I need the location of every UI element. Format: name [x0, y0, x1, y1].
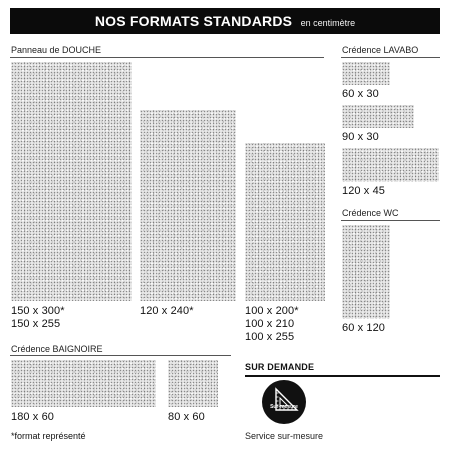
service-sur-mesure-label: Service sur-mesure [245, 431, 324, 441]
size-label-baignoire-2: 80 x 60 [168, 411, 205, 423]
tile-baignoire-180x60 [11, 360, 156, 407]
tile-baignoire-80x60 [168, 360, 218, 407]
tile-lavabo-60x30 [342, 62, 390, 85]
section-divider-douche [10, 57, 324, 58]
size-line: 120 x 240* [140, 305, 194, 317]
size-line: 100 x 210 [245, 318, 295, 330]
section-divider-baignoire [10, 355, 231, 356]
size-label-douche-2 [140, 305, 194, 318]
section-divider-wc [341, 220, 440, 221]
tile-douche-120x240 [140, 110, 236, 301]
ruler-triangle-icon [262, 380, 306, 424]
size-line: 100 x 255 [245, 331, 295, 343]
badge-label: Sur-mesure [270, 404, 298, 410]
footnote-format: *format représenté [11, 431, 86, 441]
header-bar [10, 8, 440, 34]
size-label-baignoire-1: 180 x 60 [11, 411, 55, 423]
size-line: 150 x 300* [11, 305, 65, 317]
tile-lavabo-120x45 [342, 148, 439, 182]
tile-lavabo-90x30 [342, 105, 414, 128]
tile-wc-60x120 [342, 225, 390, 319]
section-label-lavabo: Crédence LAVABO [342, 45, 419, 55]
size-line: 100 x 200* [245, 305, 299, 317]
size-label-lavabo-1: 60 x 30 [342, 88, 379, 100]
size-line: 150 x 255 [11, 318, 61, 330]
section-label-douche: Panneau de DOUCHE [11, 45, 102, 55]
section-label-baignoire: Crédence BAIGNOIRE [11, 344, 103, 354]
size-label-douche-3 [245, 305, 299, 344]
section-divider-sur-demande [245, 375, 440, 377]
section-title-sur-demande: SUR DEMANDE [245, 362, 315, 372]
sur-mesure-badge [262, 380, 306, 424]
page-subtitle: en centimètre [300, 18, 356, 28]
section-label-wc: Crédence WC [342, 208, 399, 218]
size-label-lavabo-2: 90 x 30 [342, 131, 379, 143]
page-title: NOS FORMATS STANDARDS [94, 13, 293, 29]
section-divider-lavabo [341, 57, 440, 58]
size-label-wc-1: 60 x 120 [342, 322, 386, 334]
tile-douche-100x200 [245, 143, 325, 301]
tile-douche-150x300 [11, 62, 132, 301]
size-label-lavabo-3: 120 x 45 [342, 185, 386, 197]
size-label-douche-1 [11, 305, 65, 331]
